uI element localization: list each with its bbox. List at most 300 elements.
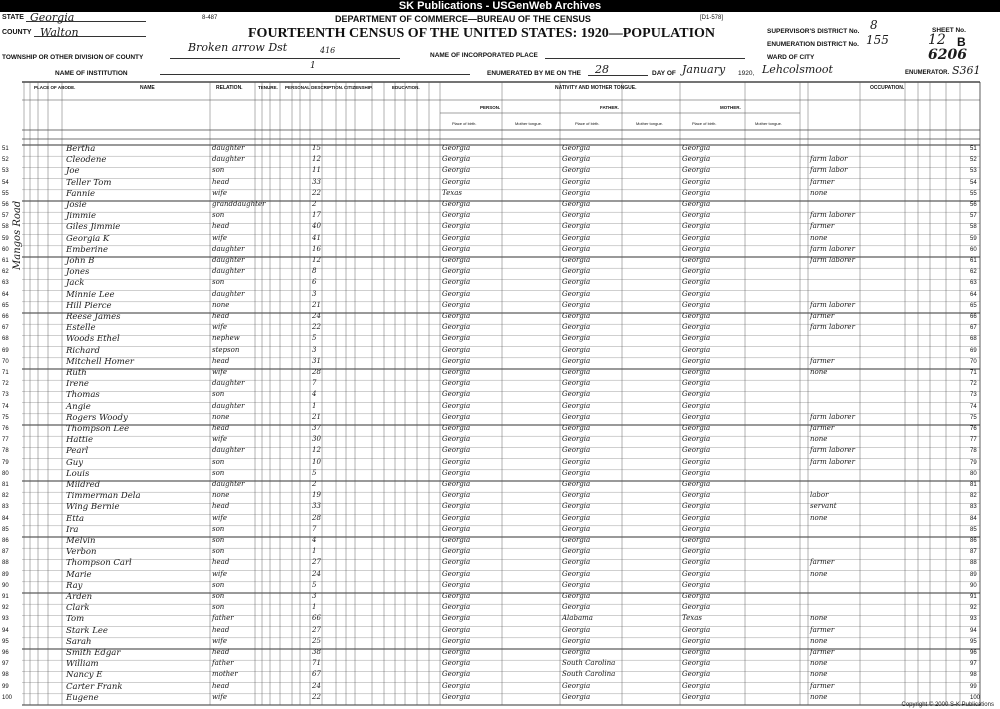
birthplace-mother: Georgia	[682, 334, 711, 343]
person-name: Thomas	[66, 390, 100, 401]
occupation: none	[810, 435, 828, 444]
birthplace-father: Georgia	[562, 491, 591, 500]
birthplace-person: Georgia	[442, 480, 471, 488]
day-of-label: DAY OF	[652, 70, 676, 77]
age: 10	[312, 457, 321, 466]
line-number-left: 74	[2, 403, 9, 410]
birthplace-father: Georgia	[562, 401, 591, 410]
occupation: farm laborer	[810, 300, 855, 309]
line-number-left: 88	[2, 560, 9, 567]
birthplace-mother: Georgia	[682, 368, 711, 376]
birthplace-mother: Georgia	[682, 524, 711, 533]
copyright: Copyright © 2000 S-K Publications	[901, 702, 994, 708]
age: 7	[312, 379, 317, 388]
birthplace-father: Georgia	[562, 368, 591, 376]
enumeration-district-label: ENUMERATION DISTRICT No.	[767, 41, 859, 48]
relation: son	[212, 166, 225, 175]
birthplace-father: Georgia	[562, 244, 591, 253]
age: 12	[312, 155, 321, 164]
birthplace-person: Georgia	[442, 312, 471, 320]
birthplace-person: Georgia	[442, 289, 471, 298]
enumerated-day: 28	[595, 63, 609, 76]
person-name: Reese James	[66, 312, 121, 322]
birthplace-person: Georgia	[442, 233, 471, 242]
person-name: Ira	[66, 524, 79, 535]
age: 2	[312, 480, 317, 488]
birthplace-mother: Georgia	[682, 412, 711, 421]
birthplace-mother: Texas	[682, 614, 702, 623]
birthplace-mother: Georgia	[682, 603, 711, 612]
birthplace-mother: Georgia	[682, 211, 711, 220]
occupation: farmer	[810, 625, 835, 634]
birthplace-father: Georgia	[562, 211, 591, 220]
occupation: farmer	[810, 681, 835, 690]
birthplace-father: Georgia	[562, 188, 591, 197]
line-number-right: 83	[970, 504, 977, 511]
department-heading: DEPARTMENT OF COMMERCE—BUREAU OF THE CENSUS	[335, 14, 591, 24]
age: 27	[312, 558, 321, 567]
person-name: Bertha	[66, 144, 96, 154]
line-number-left: 69	[2, 347, 9, 354]
birthplace-mother: Georgia	[682, 222, 711, 231]
line-number-right: 70	[970, 358, 977, 365]
age: 25	[312, 636, 321, 645]
age: 15	[312, 144, 321, 152]
relation: wife	[212, 188, 227, 197]
birthplace-father: Georgia	[562, 256, 591, 264]
birthplace-father: Georgia	[562, 457, 591, 466]
age: 6	[312, 278, 317, 287]
birthplace-mother: Georgia	[682, 345, 711, 354]
person-name: Hattie	[66, 435, 94, 446]
person-name: Clark	[66, 603, 90, 614]
township-number: 416	[320, 46, 336, 55]
line-number-left: 84	[2, 515, 9, 522]
birthplace-father: Georgia	[562, 580, 591, 589]
col-citizenship: CITIZENSHIP.	[344, 85, 373, 90]
line-number-right: 73	[970, 392, 977, 399]
line-number-left: 65	[2, 302, 9, 309]
age: 5	[312, 580, 317, 589]
birthplace-person: Georgia	[442, 412, 471, 421]
enumerator-signature: Lehcolsmoot	[762, 63, 833, 76]
line-number-right: 96	[970, 650, 977, 656]
col-education: EDUCATION.	[392, 85, 420, 90]
age: 12	[312, 446, 321, 455]
township-label: TOWNSHIP OR OTHER DIVISION OF COUNTY	[2, 54, 144, 61]
sheet-label: SHEET No.	[932, 27, 966, 34]
line-number-right: 57	[970, 213, 977, 220]
occupation: none	[810, 614, 828, 623]
stamp-number-2: S361	[952, 64, 981, 77]
birthplace-father: Georgia	[562, 155, 591, 164]
person-name: Minnie Lee	[66, 289, 115, 300]
person-name: Marie	[66, 569, 92, 580]
birthplace-father: Georgia	[562, 300, 591, 309]
birthplace-person: Georgia	[442, 267, 471, 276]
birthplace-father: Georgia	[562, 592, 591, 600]
person-name: Mildred	[66, 480, 101, 490]
occupation: none	[810, 670, 828, 679]
birthplace-mother: Georgia	[682, 547, 711, 556]
relation: head	[212, 356, 230, 365]
relation: head	[212, 312, 230, 320]
birthplace-father: Georgia	[562, 267, 591, 276]
person-name: Smith Edgar	[66, 648, 121, 658]
line-number-left: 82	[2, 493, 9, 500]
birthplace-person: Georgia	[442, 580, 471, 589]
line-number-left: 94	[2, 627, 9, 634]
birthplace-father: Georgia	[562, 222, 591, 231]
age: 5	[312, 468, 317, 477]
birthplace-father: Georgia	[562, 636, 591, 645]
enumerated-month: January	[682, 63, 726, 76]
birthplace-father: Georgia	[562, 323, 591, 332]
birthplace-mother: Georgia	[682, 379, 711, 388]
birthplace-father: Georgia	[562, 356, 591, 365]
col-mother: MOTHER.	[720, 105, 741, 110]
person-name: Cleodene	[66, 155, 107, 166]
birthplace-father: Georgia	[562, 345, 591, 354]
col-personal: PERSONAL DESCRIPTION.	[285, 85, 344, 90]
relation: son	[212, 390, 225, 399]
birthplace-mother: Georgia	[682, 513, 711, 522]
person-name: Giles Jimmie	[66, 222, 121, 233]
birthplace-mother: Georgia	[682, 188, 711, 197]
birthplace-father: Georgia	[562, 502, 591, 511]
person-name: Hill Pierce	[66, 300, 112, 311]
occupation: farm laborer	[810, 256, 855, 264]
birthplace-mother: Georgia	[682, 289, 711, 298]
age: 4	[312, 536, 317, 544]
relation: head	[212, 681, 230, 690]
relation: none	[212, 412, 230, 421]
relation: son	[212, 536, 225, 544]
incorporated-label: NAME OF INCORPORATED PLACE	[430, 52, 538, 59]
line-number-right: 54	[970, 179, 977, 186]
person-name: Rogers Woody	[66, 412, 128, 423]
line-number-left: 97	[2, 661, 9, 668]
form-code: [D1-578]	[700, 15, 724, 21]
birthplace-person: Georgia	[442, 356, 471, 365]
age: 16	[312, 244, 321, 253]
line-number-right: 74	[970, 403, 977, 410]
relation: none	[212, 491, 230, 500]
person-name: John B	[66, 256, 95, 266]
line-number-right: 63	[970, 280, 977, 287]
person-name: Sarah	[66, 636, 92, 647]
birthplace-mother: Georgia	[682, 166, 711, 175]
line-number-left: 89	[2, 571, 9, 578]
line-number-right: 87	[970, 549, 977, 556]
birthplace-person: Georgia	[442, 323, 471, 332]
birthplace-father: Georgia	[562, 200, 591, 208]
line-number-left: 95	[2, 638, 9, 645]
relation: head	[212, 502, 230, 511]
line-number-right: 100	[970, 694, 981, 701]
line-number-right: 65	[970, 302, 977, 309]
age: 21	[312, 300, 321, 309]
census-sheet: SK Publications - USGenWeb Archives STATE Georgia COUNTY Walton 8-487 DEPARTMENT OF COMMERCE—BUREAU OF THE CENSUS [D1-578] FOURTEENTH CENSUS OF THE UNITED STATES: 1920—POPULATION TOWNSHIP OR OTHER DIVISION OF COUNTY Broken arrow Dst 416 NAME OF INCORPORATED PLACE NAME OF INSTITUTION 1 ENUMERATED BY ME ON THE 28 DAY OF January 1920, Lehcolsmoot ENUMERATOR. SUPERVISOR'S DISTRICT No. 8 ENUMERATION DISTRICT No. 155 SHEET No. 12 B WARD OF CITY 6206 S361 PLACE OF ABODE. NAME RELATION. TENURE. PERSONAL DESCRIPTION. CITIZENSHIP. EDUCATION. NATIVITY AND MOTHER TONGUE. PERSON. FATHER. MOTHER. OCCUPATION. Place of birth. Mother tongue. Place of birth. Mother tongue. Place of birth. Mother tongue. Mangos Road 51 Bertha daughter 15 Georgia Georgia Georgia 51 52 Cleodene daughter 12 Georgia Georgia Georgia farm labor 52 53 Joe son 11 Georgia Georgia Georgia farm labor 53 54 Teller Tom head 33 Georgia Georgia Georgia farmer 54 55 Fannie wife 22 Texas Georgia Georgia none 55 56 Josie granddaughter 2 Georgia Georgia Georgia 56 57 Jimmie son 17 Georgia Georgia Georgia farm laborer 57 58 Giles Jimmie head 40 Georgia Georgia Georgia farmer 58 59 Georgia K wife 41 Georgia Georgia Georgia none 59 60 Emberine daughter 16 Georgia Georgia Georgia farm laborer 60 61 John B daughter 12 Georgia Georgia Georgia farm laborer 61 62 Jones daughter 8 Georgia Georgia Georgia 62 63 Jack son 6 Georgia Georgia Georgia 63 64 Minnie Lee daughter 3 Georgia Georgia Georgia 64 65 Hill Pierce none 21 Georgia Georgia Georgia farm laborer 65 66 Reese James head 24 Georgia Georgia Georgia farmer 66 67 Estelle wife 22 Georgia Georgia Georgia farm laborer 67 68 Woods Ethel nephew 5 Georgia Georgia Georgia 68 69 Richard stepson 3 Georgia Georgia Georgia 69 70 Mitchell Homer head 31 Georgia Georgia Georgia farmer 70 71 Ruth wife 28 Georgia Georgia Georgia none 71 72 Irene daughter 7 Georgia Georgia Georgia 72 73 Thomas son 4 Georgia Georgia Georgia 73 74 Angie daughter 1 Georgia Georgia Georgia 74 75 Rogers Woody none 21 Georgia Georgia Georgia farm laborer 75 76 Thompson Lee head 37 Georgia Georgia Georgia farmer 76 77 Hattie wife 30 Georgia Georgia Georgia none 77 78 Pearl daughter 12 Georgia Georgia Georgia farm laborer 78 79 Guy son 10 Georgia Georgia Georgia farm laborer 79 80 Louis son 5 Georgia Georgia Georgia 80 81 Mildred daughter 2 Georgia Georgia Georgia 81 82 Timmerman Dela none 19 Georgia Georgia Georgia labor 82 83 Wing Bernie head 33 Georgia Georgia Georgia servant 83 84 Etta wife 28 Georgia Georgia Georgia none 84 85 Ira son 7 Georgia Georgia Georgia 85 86 Melvin son 4 Georgia Georgia Georgia 86 87 Verbon son 1 Georgia Georgia Georgia 87 88 Thompson Carl head 27 Georgia Georgia Georgia farmer 88 89 Marie wife 24 Georgia Georgia Georgia none 89 90 Ray son 5 Georgia Georgia Georgia 90 91 Arden son 3 Georgia Georgia Georgia 91 92 Clark son 1 Georgia Georgia Georgia 92 93 Tom father 66 Georgia Alabama Texas none 93 94 Stark Lee head 27 Georgia Georgia Georgia farmer 94 95 Sarah wife 25 Georgia Georgia Georgia none 95 96 Smith Edgar head 38 Georgia Georgia Georgia farmer 96 97 William father 71 Georgia South Carolina Georgia none 97 98 Nancy E mother 67 Georgia South Carolina Georgia none 98 99 Carter Frank head 24 Georgia Georgia Georgia farmer 99 100 Eugene wife 22 Georgia Georgia Georgia none 100 Copyright © 2000 S-K Publications	[0, 0, 1000, 709]
line-number-left: 91	[2, 594, 9, 600]
occupation: farmer	[810, 177, 835, 186]
relation: granddaughter	[212, 200, 266, 208]
birthplace-mother: Georgia	[682, 435, 711, 444]
line-number-right: 72	[970, 381, 977, 388]
occupation: labor	[810, 491, 829, 500]
birthplace-person: Georgia	[442, 536, 471, 544]
birthplace-person: Georgia	[442, 379, 471, 388]
birthplace-person: Georgia	[442, 625, 471, 634]
relation: son	[212, 457, 225, 466]
ward-label: WARD OF CITY	[767, 54, 815, 61]
age: 3	[312, 289, 317, 298]
age: 67	[312, 670, 321, 679]
line-number-right: 60	[970, 246, 977, 253]
line-number-left: 63	[2, 280, 9, 287]
birthplace-mother: Georgia	[682, 468, 711, 477]
supervisor-value: 8	[870, 18, 878, 32]
age: 24	[312, 681, 321, 690]
birthplace-mother: Georgia	[682, 200, 711, 208]
birthplace-person: Georgia	[442, 278, 471, 287]
line-number-left: 83	[2, 504, 9, 511]
birthplace-father: Georgia	[562, 648, 591, 656]
county-label: COUNTY	[2, 29, 32, 36]
person-name: Melvin	[66, 536, 96, 546]
relation: wife	[212, 323, 227, 332]
birthplace-person: Georgia	[442, 659, 471, 668]
birthplace-person: Georgia	[442, 648, 471, 656]
line-number-left: 96	[2, 650, 9, 656]
relation: son	[212, 468, 225, 477]
relation: daughter	[212, 155, 245, 164]
line-number-right: 98	[970, 672, 977, 679]
relation: daughter	[212, 267, 245, 276]
age: 27	[312, 625, 321, 634]
line-number-left: 77	[2, 437, 9, 444]
birthplace-father: Georgia	[562, 166, 591, 175]
relation: son	[212, 211, 225, 220]
occupation: none	[810, 368, 828, 376]
age: 22	[312, 188, 321, 197]
age: 22	[312, 692, 321, 701]
line-number-left: 99	[2, 683, 9, 690]
line-number-right: 75	[970, 414, 977, 421]
relation: head	[212, 177, 230, 186]
township-value: Broken arrow Dst	[188, 41, 288, 54]
birthplace-mother: Georgia	[682, 659, 711, 668]
birthplace-person: Georgia	[442, 334, 471, 343]
age: 17	[312, 211, 321, 220]
birthplace-father: Georgia	[562, 692, 591, 701]
relation: daughter	[212, 289, 245, 298]
age: 7	[312, 524, 317, 533]
line-number-right: 99	[970, 683, 977, 690]
birthplace-mother: Georgia	[682, 502, 711, 511]
birthplace-person: Georgia	[442, 155, 471, 164]
birthplace-person: Georgia	[442, 446, 471, 455]
person-name: Mitchell Homer	[66, 356, 134, 367]
col-nativity: NATIVITY AND MOTHER TONGUE.	[555, 85, 637, 91]
birthplace-person: Georgia	[442, 502, 471, 511]
line-number-left: 87	[2, 549, 9, 556]
birthplace-person: Georgia	[442, 368, 471, 376]
line-number-left: 92	[2, 605, 9, 612]
enumerator-label: ENUMERATOR.	[905, 70, 950, 76]
line-number-left: 75	[2, 414, 9, 421]
relation: son	[212, 547, 225, 556]
line-number-right: 77	[970, 437, 977, 444]
line-number-left: 52	[2, 157, 9, 164]
birthplace-mother: Georgia	[682, 446, 711, 455]
birthplace-person: Georgia	[442, 300, 471, 309]
line-number-right: 55	[970, 190, 977, 197]
line-number-left: 51	[2, 146, 9, 152]
line-number-left: 76	[2, 426, 9, 432]
occupation: farm laborer	[810, 412, 855, 421]
birthplace-mother: Georgia	[682, 457, 711, 466]
birthplace-person: Georgia	[442, 681, 471, 690]
relation: head	[212, 222, 230, 231]
person-name: Jones	[66, 267, 90, 278]
age: 40	[312, 222, 321, 231]
age: 8	[312, 267, 317, 276]
line-number-left: 85	[2, 526, 9, 533]
birthplace-father: Georgia	[562, 177, 591, 186]
relation: daughter	[212, 144, 245, 152]
birthplace-person: Georgia	[442, 547, 471, 556]
occupation: farm labor	[810, 155, 848, 164]
line-number-left: 73	[2, 392, 9, 399]
line-number-right: 58	[970, 224, 977, 231]
occupation: none	[810, 513, 828, 522]
relation: son	[212, 524, 225, 533]
birthplace-mother: Georgia	[682, 670, 711, 679]
birthplace-mother: Georgia	[682, 244, 711, 253]
age: 3	[312, 592, 317, 600]
person-name: Woods Ethel	[66, 334, 120, 345]
line-number-left: 90	[2, 582, 9, 589]
relation: none	[212, 300, 230, 309]
birthplace-person: Georgia	[442, 524, 471, 533]
person-name: Josie	[66, 200, 87, 210]
relation: daughter	[212, 480, 245, 488]
archive-banner: SK Publications - USGenWeb Archives	[0, 0, 1000, 12]
person-name: Tom	[66, 614, 85, 625]
person-name: Verbon	[66, 547, 97, 558]
relation: daughter	[212, 401, 245, 410]
line-number-left: 55	[2, 190, 9, 197]
sheet-value: 12	[928, 32, 946, 48]
occupation: farmer	[810, 424, 835, 432]
birthplace-father: Georgia	[562, 390, 591, 399]
birthplace-mother: Georgia	[682, 300, 711, 309]
col-place-of-birth-person: Place of birth.	[452, 121, 477, 126]
col-place-of-abode: PLACE OF ABODE.	[34, 85, 76, 90]
birthplace-person: Georgia	[442, 692, 471, 701]
person-name: Angie	[66, 401, 91, 412]
birthplace-father: Georgia	[562, 480, 591, 488]
line-number-right: 85	[970, 526, 977, 533]
birthplace-person: Georgia	[442, 424, 471, 432]
birthplace-person: Georgia	[442, 177, 471, 186]
birthplace-person: Georgia	[442, 144, 471, 152]
line-number-right: 68	[970, 336, 977, 343]
state-value: Georgia	[30, 11, 75, 24]
birthplace-person: Georgia	[442, 636, 471, 645]
state-label: STATE	[2, 14, 24, 21]
birthplace-father: Georgia	[562, 603, 591, 612]
age: 1	[312, 401, 317, 410]
census-year: 1920,	[738, 70, 755, 77]
birthplace-father: Alabama	[562, 614, 593, 623]
col-name: NAME	[140, 85, 155, 91]
line-number-left: 53	[2, 168, 9, 175]
col-mother-tongue-person: Mother tongue.	[515, 121, 542, 126]
relation: daughter	[212, 379, 245, 388]
line-number-right: 52	[970, 157, 977, 164]
birthplace-person: Georgia	[442, 569, 471, 578]
age: 37	[312, 424, 321, 432]
birthplace-father: Georgia	[562, 536, 591, 544]
birthplace-mother: Georgia	[682, 390, 711, 399]
line-number-left: 78	[2, 448, 9, 455]
line-number-left: 72	[2, 381, 9, 388]
col-mother-tongue-father: Mother tongue.	[636, 121, 663, 126]
birthplace-person: Georgia	[442, 457, 471, 466]
birthplace-father: Georgia	[562, 278, 591, 287]
occupation: farmer	[810, 648, 835, 656]
birthplace-person: Georgia	[442, 390, 471, 399]
age: 1	[312, 603, 317, 612]
birthplace-father: Georgia	[562, 625, 591, 634]
age: 22	[312, 323, 321, 332]
line-number-right: 92	[970, 605, 977, 612]
age: 41	[312, 233, 321, 242]
line-number-left: 57	[2, 213, 9, 220]
birthplace-mother: Georgia	[682, 144, 711, 152]
occupation: none	[810, 233, 828, 242]
birthplace-father: Georgia	[562, 312, 591, 320]
col-place-of-birth-mother: Place of birth.	[692, 121, 717, 126]
relation: father	[212, 614, 234, 623]
birthplace-person: Georgia	[442, 670, 471, 679]
occupation: farm laborer	[810, 446, 855, 455]
line-number-right: 67	[970, 325, 977, 332]
birthplace-father: Georgia	[562, 233, 591, 242]
relation: head	[212, 424, 230, 432]
line-number-right: 51	[970, 146, 977, 152]
enumeration-district-value: 155	[866, 33, 889, 47]
birthplace-person: Georgia	[442, 256, 471, 264]
age: 71	[312, 659, 321, 668]
birthplace-mother: Georgia	[682, 233, 711, 242]
occupation: none	[810, 692, 828, 701]
age: 3	[312, 345, 317, 354]
person-name: Jimmie	[66, 211, 96, 222]
age: 19	[312, 491, 321, 500]
birthplace-mother: Georgia	[682, 648, 711, 656]
occupation: none	[810, 659, 828, 668]
birthplace-person: Georgia	[442, 345, 471, 354]
col-tenure: TENURE.	[258, 85, 278, 90]
occupation: farmer	[810, 356, 835, 365]
birthplace-person: Georgia	[442, 468, 471, 477]
person-name: Etta	[66, 513, 85, 524]
line-number-left: 62	[2, 269, 9, 276]
birthplace-father: Georgia	[562, 435, 591, 444]
